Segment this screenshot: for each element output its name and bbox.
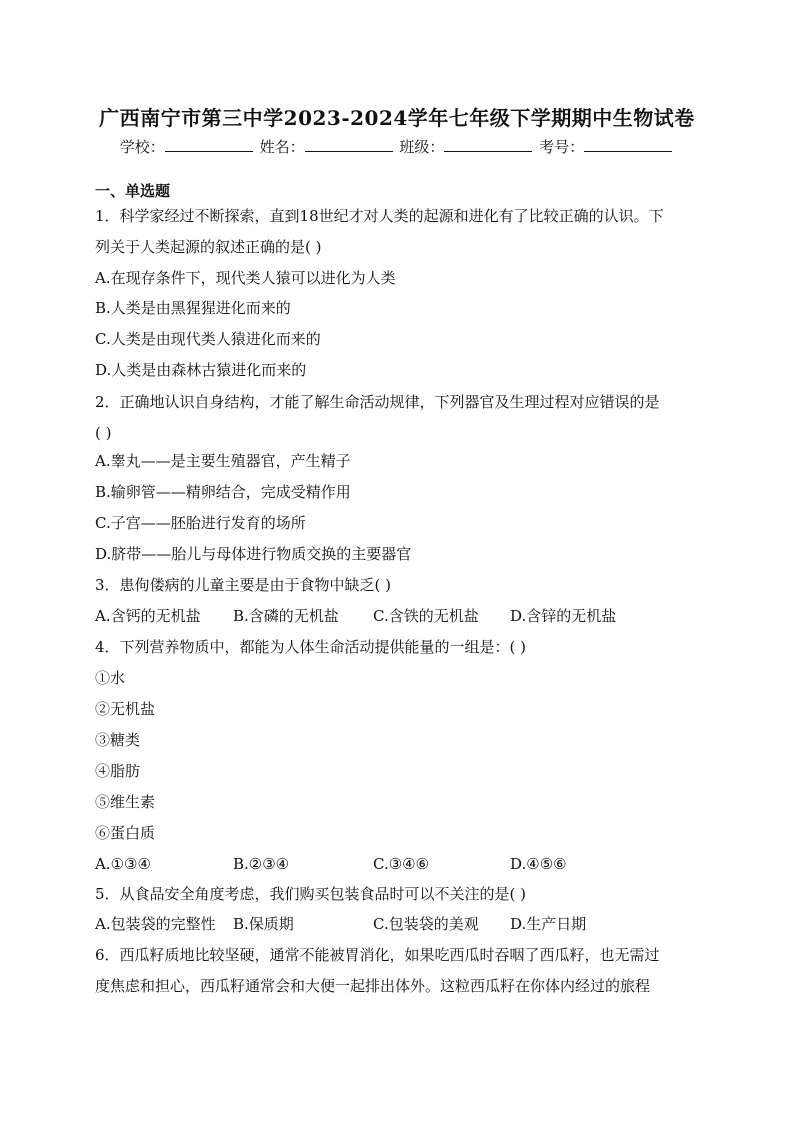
q2-option-a: A.睾丸——是主要生殖器官，产生精子 <box>95 452 351 470</box>
name-label: 姓名： <box>259 138 305 156</box>
q4-item-2: ②无机盐 <box>95 700 156 718</box>
q2-stem-line1: 2．正确地认识自身结构，才能了解生命活动规律，下列器官及生理过程对应错误的是 <box>95 393 660 411</box>
section-heading: 一、单选题 <box>95 182 171 200</box>
q4-option-b: B.②③④ <box>233 855 290 873</box>
q6-stem-line1: 6．西瓜籽质地比较坚硬，通常不能被胃消化，如果吃西瓜时吞咽了西瓜籽，也无需过 <box>95 946 660 964</box>
q6-stem-line2: 度焦虑和担心，西瓜籽通常会和大便一起排出体外。这粒西瓜籽在你体内经过的旅程 <box>95 977 651 995</box>
q4-stem: 4．下列营养物质中，都能为人体生命活动提供能量的一组是：( ) <box>95 638 527 656</box>
q5-option-b: B.保质期 <box>233 915 294 933</box>
name-blank[interactable] <box>305 137 393 152</box>
q2-stem-line2: ( ) <box>95 424 112 442</box>
q5-stem: 5．从食品安全角度考虑，我们购买包装食品时可以不关注的是( ) <box>95 885 527 903</box>
q4-item-5: ⑤维生素 <box>95 793 156 811</box>
school-blank[interactable] <box>165 137 253 152</box>
q4-item-3: ③糖类 <box>95 731 141 749</box>
q3-option-c: C.含铁的无机盐 <box>373 607 479 625</box>
q1-option-a: A.在现存条件下，现代类人猿可以进化为人类 <box>95 269 396 287</box>
q4-option-d: D.④⑤⑥ <box>510 855 567 873</box>
student-info-row <box>0 136 794 157</box>
q3-stem: 3．患佝偻病的儿童主要是由于食物中缺乏( ) <box>95 576 392 594</box>
number-label: 考号： <box>539 138 585 156</box>
q1-option-c: C.人类是由现代类人猿进化而来的 <box>95 330 321 348</box>
q4-item-6: ⑥蛋白质 <box>95 824 156 842</box>
number-blank[interactable] <box>584 137 672 152</box>
q4-option-c: C.③④⑥ <box>373 855 430 873</box>
q2-option-c: C.子宫——胚胎进行发育的场所 <box>95 514 306 532</box>
q4-item-1: ①水 <box>95 669 126 687</box>
q4-option-a: A.①③④ <box>95 855 151 873</box>
q1-stem-line2: 列关于人类起源的叙述正确的是( ) <box>95 238 322 256</box>
school-label: 学校： <box>119 138 165 156</box>
class-blank[interactable] <box>444 137 532 152</box>
q3-option-b: B.含磷的无机盐 <box>233 607 339 625</box>
q1-option-b: B.人类是由黑猩猩进化而来的 <box>95 299 291 317</box>
exam-title: 广西南宁市第三中学2023-2024学年七年级下学期期中生物试卷 <box>99 106 695 130</box>
q3-option-d: D.含锌的无机盐 <box>510 607 617 625</box>
q5-option-c: C.包装袋的美观 <box>373 915 479 933</box>
q5-option-d: D.生产日期 <box>510 915 587 933</box>
q3-option-a: A.含钙的无机盐 <box>95 607 201 625</box>
q1-stem-line1: 1．科学家经过不断探索，直到18世纪才对人类的起源和进化有了比较正确的认识。下 <box>95 207 664 225</box>
class-label: 班级： <box>399 138 445 156</box>
q2-option-b: B.输卵管——精卵结合，完成受精作用 <box>95 483 351 501</box>
q4-item-4: ④脂肪 <box>95 762 141 780</box>
q1-option-d: D.人类是由森林古猿进化而来的 <box>95 361 307 379</box>
q5-option-a: A.包装袋的完整性 <box>95 915 216 933</box>
q2-option-d: D.脐带——胎儿与母体进行物质交换的主要器官 <box>95 545 412 563</box>
